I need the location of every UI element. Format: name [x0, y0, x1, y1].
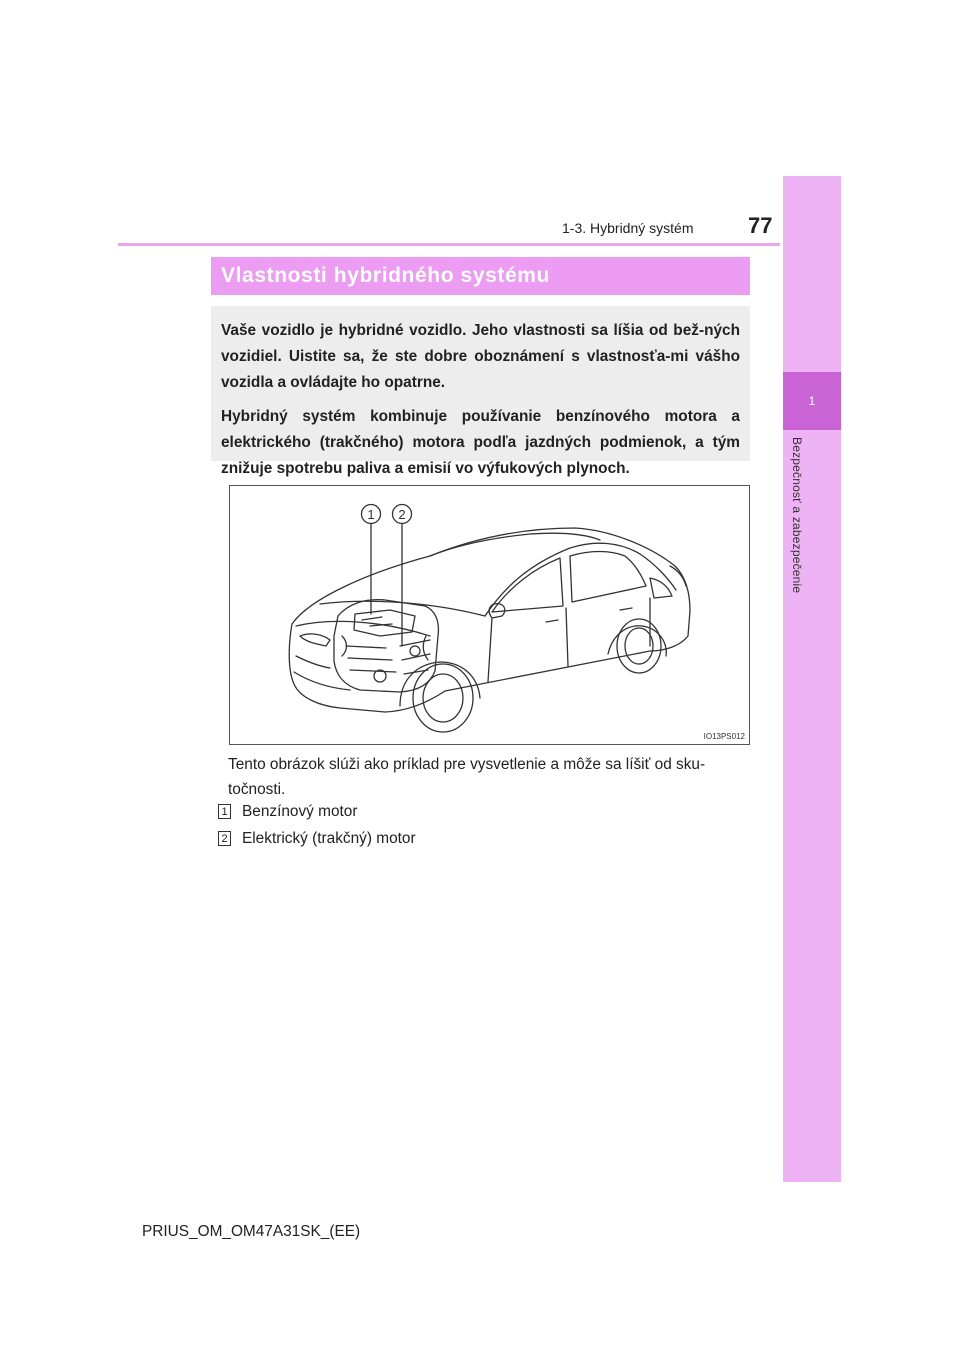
- document-code-footer: PRIUS_OM_OM47A31SK_(EE): [142, 1223, 361, 1240]
- legend-label-2: Elektrický (trakčný) motor: [242, 829, 416, 847]
- section-title: 1-3. Hybridný systém: [562, 220, 694, 236]
- callout-2-label: 2: [398, 507, 406, 522]
- intro-paragraph-2: Hybridný systém kombinuje používanie benzínového motora a elektrického (trakčného) motora podľa jazdných podmienok, a tým znižuje spotrebu paliva a emisií vo výfukových plynoch.: [221, 408, 740, 477]
- page-number: 77: [748, 213, 773, 238]
- car-drawing: [230, 486, 749, 744]
- figure-caption-text: Tento obrázok slúži ako príklad pre vysvetlenie a môže sa líšiť od sku-točnosti.: [228, 756, 706, 798]
- section-heading-bar: [211, 257, 750, 295]
- chapter-tab-label: Bezpečnosť a zabezpečenie: [790, 437, 804, 594]
- callout-1-label: 1: [367, 507, 375, 522]
- intro-box: [211, 306, 750, 477]
- figure-code: IO13PS012: [703, 732, 745, 741]
- chapter-side-tab: [783, 176, 841, 1182]
- header-rule: [118, 243, 780, 246]
- legend-number-2: 2: [218, 831, 231, 846]
- legend-item: [218, 825, 416, 852]
- figure-caption: [228, 752, 750, 802]
- chapter-tab-number[interactable]: 1: [783, 372, 841, 430]
- section-heading: Vlastnosti hybridného systému: [221, 264, 550, 287]
- legend-number-1: 1: [218, 804, 231, 819]
- intro-paragraph-1: Vaše vozidlo je hybridné vozidlo. Jeho vlastnosti sa líšia od bež-ných vozidiel. Uistite sa, že ste dobre oboznámení s vlastnosťa-mi vášho vozidla a ovládajte ho opatrne.: [221, 322, 740, 391]
- car-illustration: [229, 485, 750, 745]
- legend-label-1: Benzínový motor: [242, 802, 358, 820]
- figure-legend: [218, 798, 416, 852]
- legend-item: [218, 798, 416, 825]
